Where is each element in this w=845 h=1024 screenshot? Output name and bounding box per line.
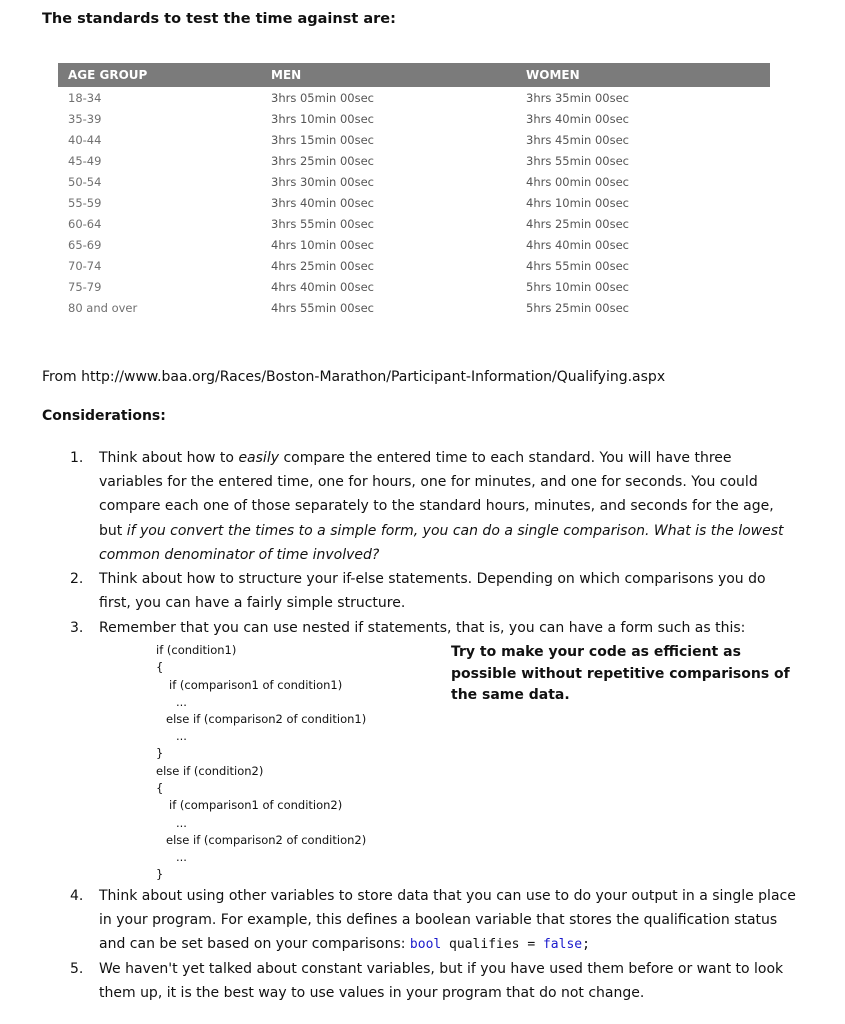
code-line: ... bbox=[176, 850, 187, 864]
men-time-cell: 3hrs 30min 00sec bbox=[271, 174, 374, 189]
table-row bbox=[58, 256, 770, 277]
table-row bbox=[58, 214, 770, 235]
standards-table bbox=[58, 63, 770, 319]
list-item-4: Think about using other variables to store data that you can use to do your output in a single place in your program. For example, this defines a boolean variable that stores the qualification status and can be set based on your comparisons: bool qualifies = false; bbox=[99, 888, 796, 953]
table-row bbox=[58, 298, 770, 319]
men-time-cell: 4hrs 40min 00sec bbox=[271, 280, 374, 295]
code-line: { bbox=[156, 660, 164, 674]
list-number: 5. bbox=[70, 961, 84, 977]
table-row bbox=[58, 87, 770, 108]
women-time-cell: 4hrs 25min 00sec bbox=[526, 217, 629, 232]
women-time-cell: 4hrs 00min 00sec bbox=[526, 174, 629, 189]
age-group-cell: 40-44 bbox=[68, 132, 102, 147]
age-group-cell: 35-39 bbox=[68, 111, 102, 126]
header-age-group: AGE GROUP bbox=[58, 63, 261, 87]
table-row bbox=[58, 108, 770, 129]
table-row bbox=[58, 129, 770, 150]
women-time-cell: 3hrs 55min 00sec bbox=[526, 153, 629, 168]
table-row bbox=[58, 235, 770, 256]
men-time-cell: 4hrs 55min 00sec bbox=[271, 301, 374, 316]
code-line: else if (condition2) bbox=[156, 764, 264, 778]
header-women: WOMEN bbox=[516, 63, 770, 87]
table-row bbox=[58, 150, 770, 171]
page-heading: The standards to test the time against are: bbox=[42, 11, 396, 27]
list-item-3: Remember that you can use nested if statements, that is, you can have a form such as this: bbox=[99, 620, 746, 636]
women-time-cell: 4hrs 55min 00sec bbox=[526, 259, 629, 274]
code-line: } bbox=[156, 867, 164, 881]
list-item-5: We haven't yet talked about constant variables, but if you have used them before or want to look them up, it is the best way to use values in your program that do not change. bbox=[99, 961, 784, 1002]
list-number: 1. bbox=[70, 450, 84, 466]
age-group-cell: 45-49 bbox=[68, 153, 102, 168]
code-keyword: false bbox=[542, 937, 583, 953]
considerations-heading: Considerations: bbox=[42, 408, 166, 424]
women-time-cell: 3hrs 45min 00sec bbox=[526, 132, 629, 147]
age-group-cell: 80 and over bbox=[68, 301, 138, 316]
age-group-cell: 75-79 bbox=[68, 280, 102, 295]
women-time-cell: 4hrs 10min 00sec bbox=[526, 196, 629, 211]
women-time-cell: 5hrs 25min 00sec bbox=[526, 301, 629, 316]
table-row bbox=[58, 192, 770, 213]
age-group-cell: 50-54 bbox=[68, 174, 102, 189]
age-group-cell: 70-74 bbox=[68, 259, 102, 274]
age-group-cell: 65-69 bbox=[68, 238, 102, 253]
code-line: ... bbox=[176, 816, 187, 830]
code-line: if (condition1) bbox=[156, 643, 237, 657]
age-group-cell: 55-59 bbox=[68, 196, 102, 211]
list-item-2: Think about how to structure your if-else statements. Depending on which comparisons you do first, you can have a fairly simple structure. bbox=[99, 571, 766, 612]
code-line: } bbox=[156, 746, 164, 760]
men-time-cell: 3hrs 15min 00sec bbox=[271, 132, 374, 147]
men-time-cell: 4hrs 25min 00sec bbox=[271, 259, 374, 274]
code-line: { bbox=[156, 781, 164, 795]
code-keyword: bool bbox=[409, 937, 442, 953]
list-number: 2. bbox=[70, 571, 84, 587]
table-row bbox=[58, 171, 770, 192]
age-group-cell: 60-64 bbox=[68, 217, 102, 232]
men-time-cell: 4hrs 10min 00sec bbox=[271, 238, 374, 253]
code-line: if (comparison1 of condition2) bbox=[169, 798, 343, 812]
code-line: if (comparison1 of condition1) bbox=[169, 678, 343, 692]
code-line: ... bbox=[176, 729, 187, 743]
code-line: else if (comparison2 of condition2) bbox=[166, 833, 367, 847]
code-line: ... bbox=[176, 695, 187, 709]
table-header-row bbox=[58, 63, 770, 87]
table-row bbox=[58, 277, 770, 298]
code-line: else if (comparison2 of condition1) bbox=[166, 712, 367, 726]
header-men: MEN bbox=[261, 63, 516, 87]
men-time-cell: 3hrs 05min 00sec bbox=[271, 90, 374, 105]
list-item-1: Think about how to easily compare the entered time to each standard. You will have three variables for the entered time, one for hours, one for minutes, and one for seconds. You could compare each one of those separately to the standard hours, minutes, and seconds for the age, but if you convert the times to a simple form, you can do a single comparison. What is the lowest common denominator of time involved? bbox=[99, 450, 784, 563]
list-number: 3. bbox=[70, 620, 84, 636]
women-time-cell: 5hrs 10min 00sec bbox=[526, 280, 629, 295]
women-time-cell: 4hrs 40min 00sec bbox=[526, 238, 629, 253]
age-group-cell: 18-34 bbox=[68, 90, 102, 105]
source-citation: From http://www.baa.org/Races/Boston-Marathon/Participant-Information/Qualifying.aspx bbox=[42, 369, 666, 385]
men-time-cell: 3hrs 10min 00sec bbox=[271, 111, 374, 126]
men-time-cell: 3hrs 40min 00sec bbox=[271, 196, 374, 211]
efficiency-note: Try to make your code as efficient as possible without repetitive comparisons of the same data. bbox=[451, 644, 790, 703]
men-time-cell: 3hrs 25min 00sec bbox=[271, 153, 374, 168]
list-number: 4. bbox=[70, 888, 84, 904]
men-time-cell: 3hrs 55min 00sec bbox=[271, 217, 374, 232]
women-time-cell: 3hrs 40min 00sec bbox=[526, 111, 629, 126]
women-time-cell: 3hrs 35min 00sec bbox=[526, 90, 629, 105]
